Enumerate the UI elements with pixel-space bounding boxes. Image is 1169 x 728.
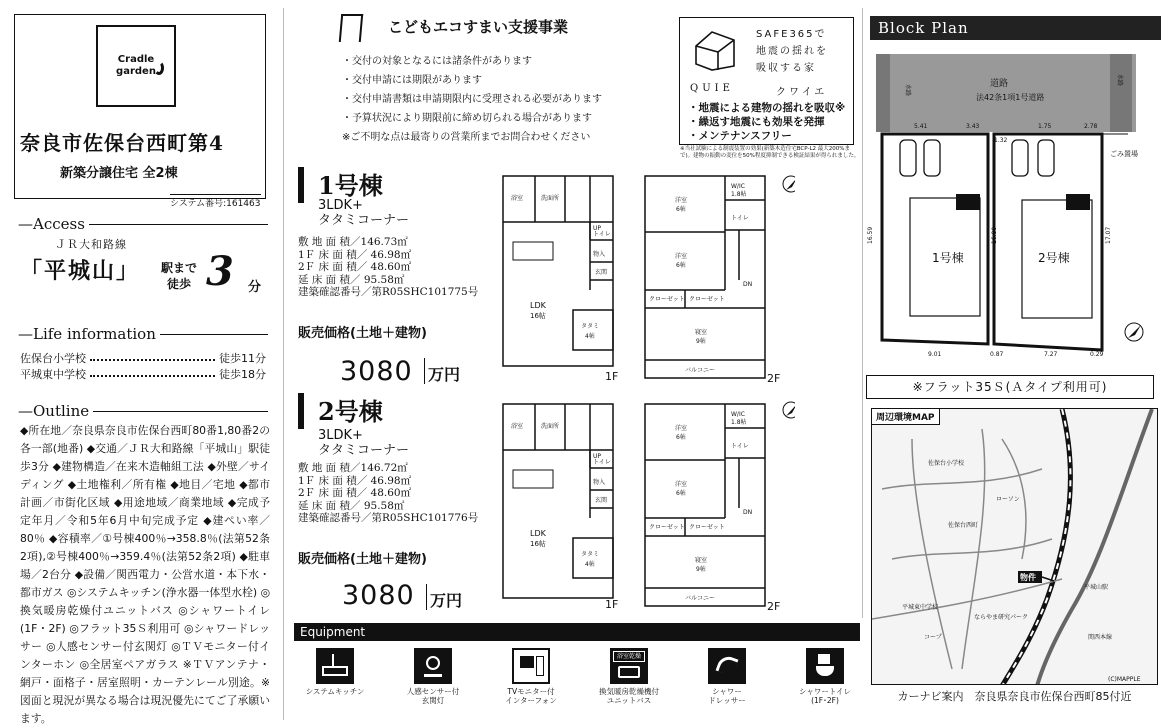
quie-bullet: ・地震による建物の揺れを吸収※ <box>688 102 846 114</box>
access-railway-line: ＪＲ大和路線 <box>55 238 127 251</box>
access-walk-label <box>152 260 206 292</box>
moon-icon <box>154 61 164 75</box>
floorplan-1f-labels <box>511 194 611 340</box>
dim-label: 16.80 <box>991 226 998 244</box>
eco-item: ・予算状況により期限前に締め切られる場合があります <box>342 113 592 124</box>
lot-label: 2号棟 <box>1038 251 1070 265</box>
room-label: 洋室 <box>675 253 688 260</box>
lot-1 <box>882 134 988 344</box>
room-size: 9帖 <box>696 566 706 573</box>
dim-label: 1.75 <box>1038 123 1052 130</box>
map-label: ローソン <box>996 496 1020 503</box>
room-label: LDK <box>530 529 546 538</box>
road-label: 道路 <box>990 79 1009 89</box>
equipment-item <box>692 648 762 705</box>
plan-line: タタミコーナー <box>318 443 410 458</box>
compass-icon <box>1125 323 1143 341</box>
equipment-item <box>300 648 370 705</box>
system-number: システム番号:161463 <box>170 194 261 209</box>
room-label: トイレ <box>731 443 749 450</box>
access-heading-text: —Access <box>18 215 85 233</box>
brand-logo <box>96 25 176 107</box>
dim-label: 0.29 <box>1090 351 1104 358</box>
eco-title: こどもエコすまい支援事業 <box>388 18 569 36</box>
plan-line: タタミコーナー <box>318 213 410 228</box>
spec-line: 延 床 面 積／ 95.58㎡ <box>298 499 405 512</box>
room-size: 16帖 <box>530 312 546 320</box>
dim-label: 7.27 <box>1044 351 1058 358</box>
spec-line: 建築確認番号／第R05SHC101776号 <box>298 512 479 524</box>
room-label: W/IC <box>731 411 745 418</box>
dim-label: 5.41 <box>914 123 928 130</box>
room-label: DN <box>743 281 753 288</box>
walk-label-2: 徒歩 <box>166 277 191 291</box>
room-label: クローゼット <box>649 524 685 531</box>
room-label: クローゼット <box>649 296 685 303</box>
leader-dots <box>90 355 215 361</box>
building-1-price-unit: 万円 <box>428 365 461 384</box>
column-divider <box>862 8 863 618</box>
side-road-label: 水路 <box>904 84 911 97</box>
room-label: タタミ <box>581 551 600 558</box>
car-navi-guide: カーナビ案内 奈良県奈良市佐保台西町85付近 <box>897 690 1132 703</box>
price-divider <box>426 584 427 610</box>
room-label: 洗面所 <box>541 195 560 202</box>
room-size: 6帖 <box>676 262 686 269</box>
room-size: 6帖 <box>676 434 686 441</box>
spec-line: 2Ｆ 床 面 積／ 48.60㎡ <box>298 487 412 499</box>
room-label: 洗面所 <box>541 423 560 430</box>
room-label: 浴室 <box>511 423 524 430</box>
quie-name: QUIE <box>690 83 734 94</box>
intercom-icon <box>512 648 550 684</box>
life-info-heading <box>18 325 268 343</box>
room-size: 16帖 <box>530 540 546 548</box>
map-copyright: (C)MAPPLE <box>1108 676 1141 683</box>
plan-line: 3LDK+ <box>318 198 363 213</box>
room-label: クローゼット <box>689 524 725 531</box>
dim-label: 9.01 <box>928 351 942 358</box>
outline-heading <box>18 402 268 420</box>
room-label: 洋室 <box>675 425 688 432</box>
life-heading-text: —Life information <box>18 325 156 343</box>
road-law: 法42条1項1号道路 <box>976 93 1045 102</box>
access-station: 「平城山」 <box>20 258 141 284</box>
quie-footnote: ※当社試験による制震装置の効果(新築木造住宅BCP-L2 最大200%まで)。建物の振動の変位を50%程度抑制できる検証結果が得られました。 <box>680 146 860 159</box>
map-label: ならやま研究パーク <box>974 614 1029 621</box>
block-plan-heading: Block Plan <box>870 16 1161 40</box>
building-1-marker <box>298 167 304 203</box>
room-label: 寝室 <box>695 557 708 564</box>
room-label: 浴室 <box>511 195 524 202</box>
safe-line: SAFE365で <box>756 29 827 40</box>
spec-line: 敷 地 面 積／146.72㎡ <box>298 462 408 474</box>
floorplan-2f <box>645 404 765 606</box>
eco-item: ・交付申請書類は申請期限内に受理される必要があります <box>342 94 602 105</box>
room-size: 1.8帖 <box>731 419 747 426</box>
room-label: トイレ <box>593 231 611 238</box>
map-label: 平城東中学校 <box>902 604 939 611</box>
floorplan-building-1 <box>495 170 795 385</box>
floor-label-2f: 2F <box>767 600 781 613</box>
spec-line: 1Ｆ 床 面 積／ 46.98㎡ <box>298 474 412 487</box>
spec-line: 敷 地 面 積／146.73㎡ <box>298 236 408 248</box>
room-label: 洋室 <box>675 481 688 488</box>
house-1-stair <box>956 194 980 210</box>
shower-toilet-icon <box>806 648 844 684</box>
room-label: トイレ <box>593 459 611 466</box>
area-map[interactable] <box>871 408 1158 685</box>
life-item-name: 佐保台小学校 <box>20 352 86 365</box>
safe-line: 地震の揺れを <box>756 46 828 57</box>
house-outline-icon <box>339 14 363 42</box>
compass-icon <box>783 176 795 192</box>
floorplan-2f <box>645 176 765 378</box>
room-label: バルコニー <box>685 595 716 602</box>
quie-bullet: ・繰返す地震にも効果を発揮 <box>688 116 825 128</box>
floorplan-building-2 <box>495 398 795 613</box>
walk-unit: 分 <box>248 280 262 295</box>
dim-label: 2.78 <box>1084 123 1098 130</box>
map-label: 佐保台小学校 <box>928 460 965 467</box>
access-heading <box>18 215 268 233</box>
room-label: タタミ <box>581 323 600 330</box>
kitchen-icon <box>316 648 354 684</box>
property-title: 奈良市佐保台西町第4 <box>20 131 224 155</box>
floorplan-1f-labels <box>511 422 611 568</box>
spec-line: 2Ｆ 床 面 積／ 48.60㎡ <box>298 261 412 273</box>
floorplan-2f-labels <box>649 183 752 374</box>
house-icon <box>692 26 738 72</box>
walk-label-1: 駅まで <box>160 261 197 275</box>
building-1-price-label: 販売価格(土地＋建物) <box>298 326 427 341</box>
room-size: 9帖 <box>696 338 706 345</box>
spec-line: 建築確認番号／第R05SHC101775号 <box>298 286 479 298</box>
equipment-item <box>790 648 860 705</box>
room-label: クローゼット <box>689 296 725 303</box>
life-item-walk: 徒歩18分 <box>219 368 266 381</box>
room-label: UP <box>593 453 602 460</box>
plan-line: 3LDK+ <box>318 428 363 443</box>
floor-label-1f: 1F <box>605 370 619 383</box>
quie-name-jp: クワイエ <box>776 87 828 98</box>
garbage-label: ごみ置場 <box>1110 150 1138 158</box>
compass-icon <box>783 402 795 418</box>
building-2-specs <box>298 462 478 525</box>
outline-heading-text: —Outline <box>18 402 90 420</box>
equipment-label: TVモニター付 インターフォン <box>505 687 557 705</box>
building-2-plan <box>318 428 409 458</box>
map-label: コープ <box>924 634 942 641</box>
map-drawing <box>872 409 1158 685</box>
room-label: 物入 <box>593 251 606 258</box>
walk-minutes: 3 <box>206 248 234 295</box>
side-channel <box>876 54 890 132</box>
property-subtitle: 新築分譲住宅 全2棟 <box>60 166 178 181</box>
eco-item: ・交付の対象となるには諸条件があります <box>342 56 532 67</box>
dim-label: 1.32 <box>994 137 1008 144</box>
life-item-name: 平城東中学校 <box>20 368 86 381</box>
life-item-walk: 徒歩11分 <box>219 352 266 365</box>
dim-label: 0.87 <box>990 351 1004 358</box>
shower-dresser-icon <box>708 648 746 684</box>
equipment-list <box>300 648 860 705</box>
equipment-item <box>594 648 664 705</box>
building-2-price: 3080 <box>342 580 415 611</box>
equipment-item <box>398 648 468 705</box>
room-label: 洋室 <box>675 197 688 204</box>
room-size: 6帖 <box>676 490 686 497</box>
equipment-label: 人感センサー付 玄関灯 <box>406 687 460 705</box>
bath-badge: 浴室乾燥 <box>613 651 645 662</box>
room-label: 寝室 <box>695 329 708 336</box>
outline-body: ◆所在地／奈良県奈良市佐保台西町80番1,80番2の各一部(地番) ◆交通／ＪＲ大和路線「平城山」駅徒歩3分 ◆建物構造／在来木造軸組工法 ◆外壁／サイディング ◆土地権利／所有権 ◆地目／宅地 ◆都市計画／市街化区域 ◆用途地域／商業地域 ◆完成予定年月／令和5年6月中旬完成予定 ◆建ぺい率／80％ ◆容積率／①号棟400％→358.8％(法第52条2項),②号棟400％→359.4％(法第52条2項) ◆駐車場／2台分 ◆設備／関西電力・公営水道・本下水・都市ガス ◎システムキッチン(浄水器一体型水栓) ◎換気暖房乾燥付ユニットバス ◎シャワートイレ(1F・2F) ◎フラット35Ｓ利用可 ◎シャワードレッサー ◎人感センサー付玄関灯 ◎ＴＶモニター付インターホン ◎全居室ペアガラス ※ＴＶアンテナ・網戸・面格子・居室照明・カーテンレール別途。※図面と現況が異なる場合は現況優先にてご了承願います。 <box>20 424 270 725</box>
room-size: 4帖 <box>585 561 595 568</box>
building-2-price-label: 販売価格(土地＋建物) <box>298 552 427 567</box>
leader-dots <box>90 371 215 377</box>
room-label: トイレ <box>731 215 749 222</box>
building-1-specs <box>298 236 478 299</box>
price-divider <box>424 358 425 384</box>
building-2-title: 2号棟 <box>318 397 383 426</box>
room-label: 玄関 <box>595 269 608 276</box>
equipment-item <box>496 648 566 705</box>
equipment-heading: Equipment <box>294 623 860 641</box>
column-divider <box>283 8 284 720</box>
room-label: W/IC <box>731 183 745 190</box>
room-label: DN <box>743 509 753 516</box>
block-plan-diagram <box>866 44 1161 364</box>
building-1-plan <box>318 198 409 228</box>
room-size: 4帖 <box>585 333 595 340</box>
brand-logo-line2: garden <box>116 66 156 77</box>
floor-label-2f: 2F <box>767 372 781 385</box>
quie-panel <box>679 17 854 145</box>
dim-labels-bottom <box>928 351 1104 358</box>
map-label: 関西本線 <box>1088 634 1113 641</box>
safe365-text <box>756 26 828 77</box>
room-size: 6帖 <box>676 206 686 213</box>
map-heading: 周辺環境MAP <box>872 409 940 425</box>
lot-label: 1号棟 <box>932 251 964 265</box>
room-label: 玄関 <box>595 497 608 504</box>
building-2-marker <box>298 393 304 429</box>
eco-note: ※ご不明な点は最寄りの営業所までお問合わせください <box>342 132 591 143</box>
room-size: 1.8帖 <box>731 191 747 198</box>
house-2-stair <box>1066 194 1090 210</box>
eco-item: ・交付申請には期限があります <box>342 75 482 86</box>
brand-logo-line1: Cradle <box>117 54 155 65</box>
life-item <box>20 366 266 382</box>
quie-bullet: ・メンテナンスフリー <box>688 130 792 142</box>
bath-dryer-icon <box>610 648 648 684</box>
building-1-title: 1号棟 <box>318 171 383 200</box>
equipment-label: シャワートイレ (1F･2F) <box>799 687 851 705</box>
map-label: 佐保台西町 <box>948 522 979 529</box>
room-label: バルコニー <box>685 367 716 374</box>
dim-label: 16.59 <box>867 226 874 244</box>
map-label: 平城山駅 <box>1084 584 1109 591</box>
side-channel <box>1110 54 1132 132</box>
spec-line: 延 床 面 積／ 95.58㎡ <box>298 273 405 286</box>
floorplan-2f-labels <box>649 411 752 602</box>
life-item <box>20 350 266 366</box>
dim-label: 17.07 <box>1105 226 1112 244</box>
room-label: UP <box>593 225 602 232</box>
room-label: 物入 <box>593 479 606 486</box>
marker-label: 物件 <box>1020 573 1036 582</box>
spec-line: 1Ｆ 床 面 積／ 46.98㎡ <box>298 248 412 261</box>
safe-line: 吸収する家 <box>756 63 816 74</box>
floor-label-1f: 1F <box>605 598 619 611</box>
side-road-label: 水路 <box>1116 74 1123 87</box>
equipment-label: シャワー ドレッサー <box>708 687 746 705</box>
building-1-price: 3080 <box>340 356 413 387</box>
sensor-light-icon <box>414 648 452 684</box>
dim-label: 3.43 <box>966 123 980 130</box>
flat35s-note: ※フラット35Ｓ(Ａタイプ利用可) <box>866 375 1154 399</box>
equipment-label: システムキッチン <box>305 687 365 696</box>
building-2-price-unit: 万円 <box>430 591 463 610</box>
room-label: LDK <box>530 301 546 310</box>
car-icon <box>900 140 1054 176</box>
equipment-label: 換気暖房乾燥機付 ユニットバス <box>599 687 659 705</box>
